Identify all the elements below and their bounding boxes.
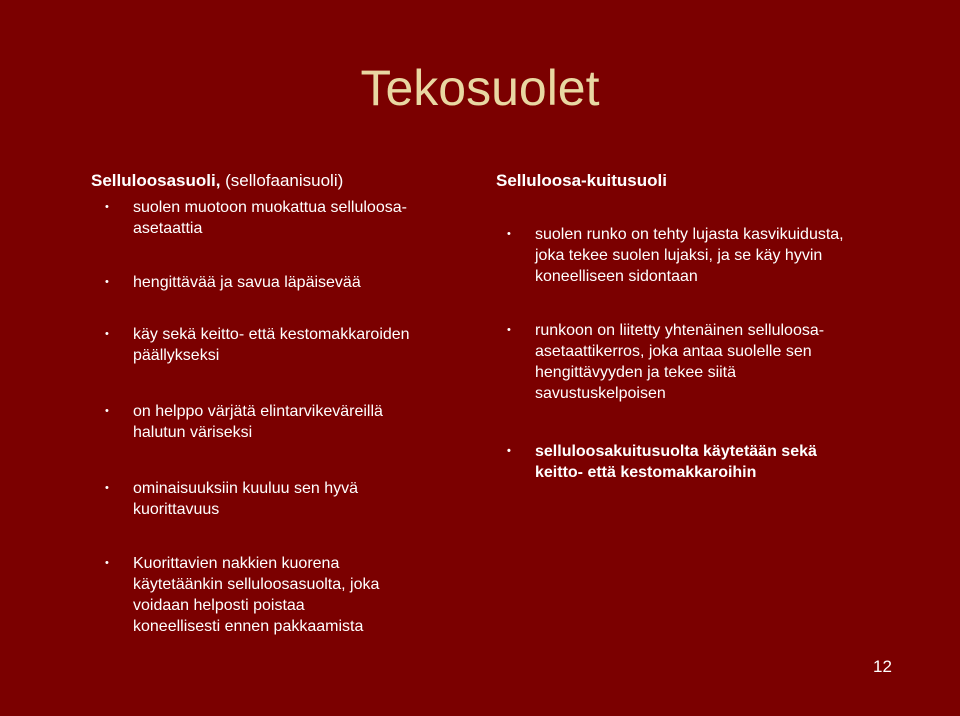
bullet-dot: • — [105, 557, 109, 569]
left-heading-bold: Selluloosasuoli, — [91, 171, 221, 190]
right-bullet-3-text: selluloosakuitusuolta käytetään sekä keitto- että kestomakkaroihin — [535, 443, 817, 481]
left-bullet-1 — [105, 197, 463, 239]
left-bullet-4-text: on helppo värjätä elintarvikeväreillä halutun väriseksi — [133, 403, 383, 441]
bottom-bullet — [105, 553, 473, 637]
left-bullet-2 — [105, 272, 463, 293]
left-bullet-3-text: käy sekä keitto- että kestomakkaroiden päällykseksi — [133, 326, 410, 364]
bullet-dot: • — [105, 328, 109, 340]
page-number: 12 — [873, 657, 892, 676]
left-bullet-1-text: suolen muotoon muokattua selluloosa- asetaattia — [133, 199, 407, 237]
right-bullet-1-text: suolen runko on tehty lujasta kasvikuidusta, joka tekee suolen lujaksi, ja se käy hyvin koneelliseen sidontaan — [535, 226, 844, 285]
left-bullet-2-text: hengittävää ja savua läpäisevää — [133, 274, 361, 291]
slide-title: Tekosuolet — [360, 60, 600, 116]
right-bullet-2-text: runkoon on liitetty yhtenäinen selluloosa- asetaattikerros, joka antaa suolelle sen hengittävyyden ja tekee siitä savustuskelpoisen — [535, 322, 825, 402]
left-bullet-3 — [105, 324, 473, 366]
bullet-dot: • — [105, 276, 109, 288]
left-heading — [91, 170, 343, 191]
right-bullet-1 — [507, 224, 915, 287]
bottom-bullet-text: Kuorittavien nakkien kuorena käytetäänkin selluloosasuolta, joka voidaan helposti poistaa koneellisesti ennen pakkaamista — [133, 555, 380, 635]
bullet-dot: • — [507, 324, 511, 336]
right-bullet-2 — [507, 320, 915, 404]
bullet-dot: • — [507, 445, 511, 457]
left-bullet-5-text: ominaisuuksiin kuuluu sen hyvä kuorittavuus — [133, 480, 359, 518]
left-heading-rest: (sellofaanisuoli) — [220, 171, 344, 190]
right-heading: Selluloosa-kuitusuoli — [496, 171, 667, 190]
right-bullet-3 — [507, 441, 915, 483]
bullet-dot: • — [105, 405, 109, 417]
left-bullet-5 — [105, 478, 463, 520]
left-bullet-4 — [105, 401, 463, 443]
bullet-dot: • — [105, 201, 109, 213]
bullet-dot: • — [507, 228, 511, 240]
bullet-dot: • — [105, 482, 109, 494]
